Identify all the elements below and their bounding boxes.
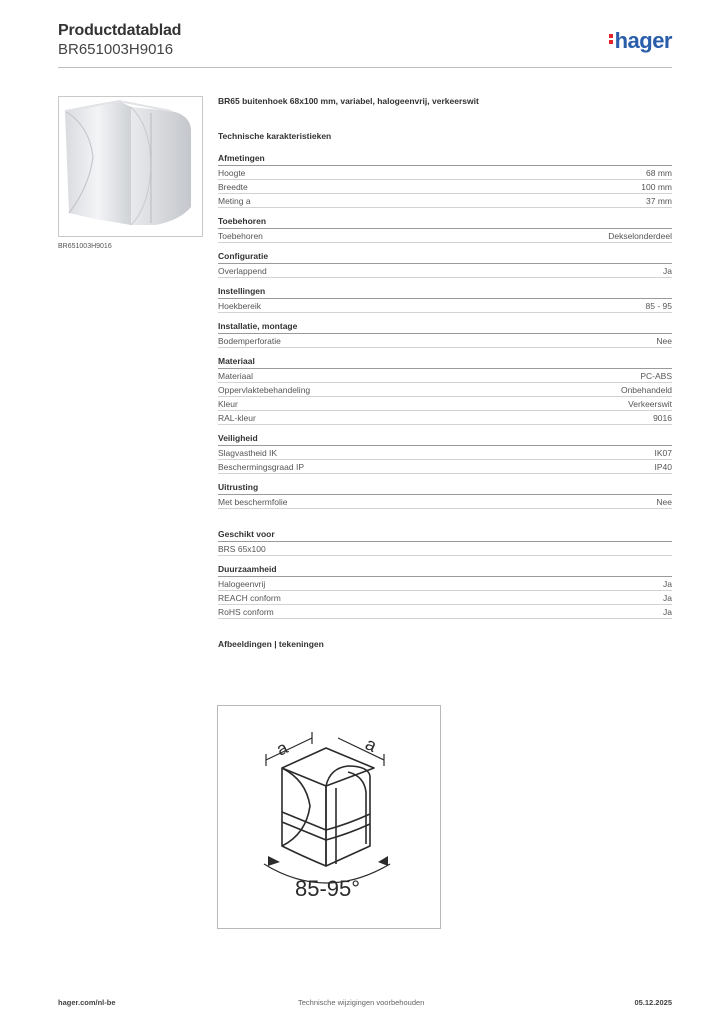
hager-logo: [609, 28, 672, 54]
spec-section: [218, 251, 672, 278]
spec-row: [218, 605, 672, 619]
spec-row: [218, 264, 672, 278]
spec-value: Ja: [663, 607, 672, 617]
product-description: BR65 buitenhoek 68x100 mm, variabel, halogeenvrij, verkeerswit: [218, 96, 479, 106]
spec-row: [218, 299, 672, 313]
spec-section: [218, 433, 672, 474]
spec-section: [218, 216, 672, 243]
spec-value: PC-ABS: [640, 371, 672, 381]
corner-dimension-drawing-icon: [218, 706, 440, 928]
angle-range-label: 85-95°: [295, 876, 361, 901]
spec-row: [218, 229, 672, 243]
spec-row: [218, 542, 672, 556]
section-title: Geschikt voor: [218, 529, 672, 542]
spec-value: Onbehandeld: [620, 385, 672, 395]
spec-label: REACH conform: [218, 593, 281, 603]
photo-caption: BR651003H9016: [58, 243, 112, 250]
spec-value: 9016: [653, 413, 672, 423]
spec-sections: [218, 153, 672, 619]
spec-row: [218, 397, 672, 411]
spec-label: Hoogte: [218, 168, 246, 178]
section-title: Installatie, montage: [218, 321, 672, 334]
footer-website-link[interactable]: hager.com/nl-be: [58, 998, 116, 1007]
spec-value: Ja: [663, 579, 672, 589]
spec-section: [218, 482, 672, 509]
spec-value: 85 - 95: [645, 301, 672, 311]
technical-characteristics-heading: Technische karakteristieken: [218, 131, 332, 141]
section-title: Instellingen: [218, 286, 672, 299]
spec-value: IP40: [654, 462, 672, 472]
logo-dots-icon: [609, 32, 613, 46]
spec-row: [218, 411, 672, 425]
page-header: [58, 22, 672, 70]
spec-row: [218, 495, 672, 509]
product-photo: [58, 96, 203, 237]
spec-value: Dekselonderdeel: [608, 231, 672, 241]
spec-label: Breedte: [218, 182, 248, 192]
logo-text: hager: [614, 28, 672, 53]
section-title: Duurzaamheid: [218, 564, 672, 577]
spec-value: Nee: [656, 497, 672, 507]
spec-label: Slagvastheid IK: [218, 448, 278, 458]
spec-value: Ja: [663, 266, 672, 276]
dimension-a-left: a: [273, 737, 291, 760]
spec-row: [218, 383, 672, 397]
spec-label: Overlappend: [218, 266, 267, 276]
section-title: Configuratie: [218, 251, 672, 264]
spec-section: [218, 529, 672, 556]
spec-label: Met beschermfolie: [218, 497, 288, 507]
drawings-heading: Afbeeldingen | tekeningen: [218, 639, 324, 649]
spec-section: [218, 286, 672, 313]
spec-label: RoHS conform: [218, 607, 274, 617]
spec-section: [218, 564, 672, 619]
spec-row: [218, 334, 672, 348]
spec-label: Halogeenvrij: [218, 579, 266, 589]
spec-row: [218, 194, 672, 208]
spec-section: [218, 356, 672, 425]
spec-value: 68 mm: [646, 168, 672, 178]
header-divider: [58, 67, 672, 68]
spec-value: Ja: [663, 593, 672, 603]
dimension-a-right: a: [362, 733, 380, 756]
spec-label: Bodemperforatie: [218, 336, 281, 346]
spec-label: Oppervlaktebehandeling: [218, 385, 311, 395]
spec-value: Verkeerswit: [628, 399, 672, 409]
spec-label: Kleur: [218, 399, 238, 409]
section-title: Toebehoren: [218, 216, 672, 229]
spec-row: [218, 460, 672, 474]
spec-row: [218, 180, 672, 194]
document-title: Productdatablad: [58, 22, 182, 39]
product-code: BR651003H9016: [58, 41, 174, 58]
spec-row: [218, 446, 672, 460]
footer-date: 05.12.2025: [634, 998, 672, 1007]
spec-label: Toebehoren: [218, 231, 263, 241]
technical-drawing: [217, 705, 441, 929]
spec-label: Hoekbereik: [218, 301, 261, 311]
spec-section: [218, 153, 672, 208]
spec-row: [218, 591, 672, 605]
corner-piece-photo-icon: [59, 97, 202, 236]
spec-row: [218, 577, 672, 591]
spec-label: Meting a: [218, 196, 251, 206]
section-title: Afmetingen: [218, 153, 672, 166]
spec-label: RAL-kleur: [218, 413, 256, 423]
spec-content: [218, 96, 672, 651]
spec-value: Nee: [656, 336, 672, 346]
spec-label: Materiaal: [218, 371, 253, 381]
section-title: Materiaal: [218, 356, 672, 369]
section-title: Veiligheid: [218, 433, 672, 446]
spec-label: Beschermingsgraad IP: [218, 462, 304, 472]
spec-value: 100 mm: [641, 182, 672, 192]
spec-row: [218, 369, 672, 383]
footer-notice: Technische wijzigingen voorbehouden: [298, 998, 425, 1007]
section-title: Uitrusting: [218, 482, 672, 495]
spec-section: [218, 321, 672, 348]
spec-value: 37 mm: [646, 196, 672, 206]
spec-value: IK07: [654, 448, 672, 458]
spec-row: [218, 166, 672, 180]
spec-label: BRS 65x100: [218, 544, 266, 554]
